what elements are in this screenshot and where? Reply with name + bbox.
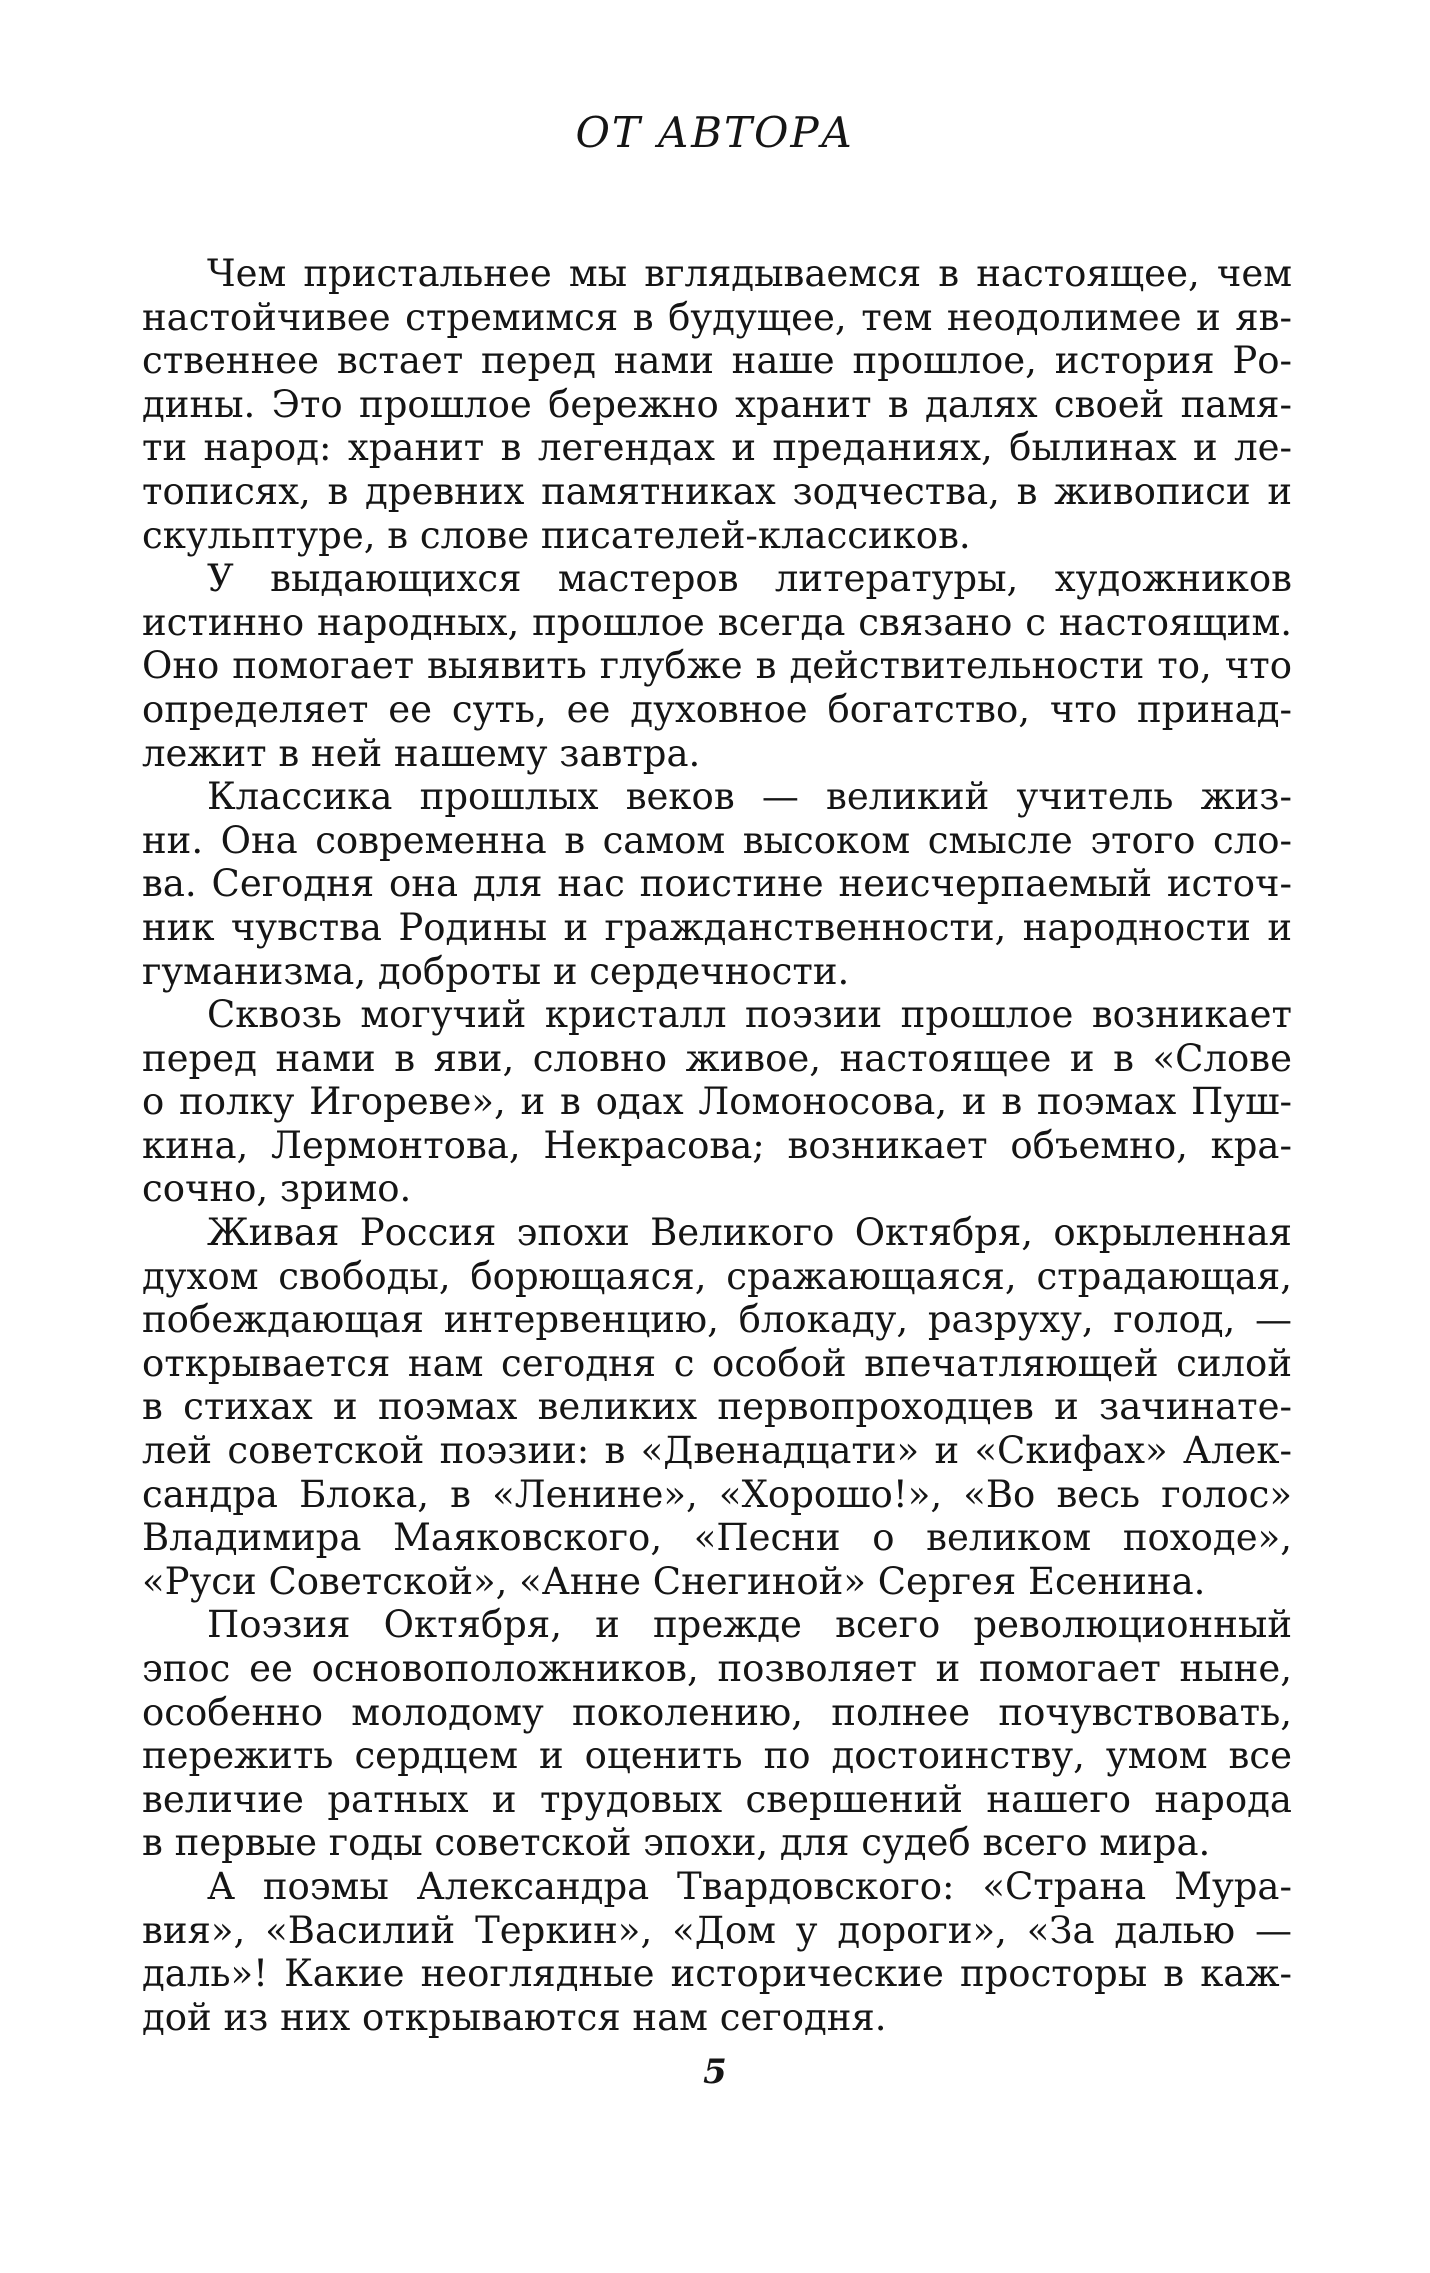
text-line: дины. Это прошлое бережно хранит в далях своей памя- [142, 382, 1292, 426]
text-line: кина, Лермонтова, Некрасова; возникает объемно, кра- [142, 1123, 1292, 1167]
text-line: Классика прошлых веков — великий учитель жиз- [207, 775, 1292, 819]
text-line: побеждающая интервенцию, блокаду, разруху, голод, — [142, 1298, 1292, 1342]
text-line: лежит в ней нашему завтра. [142, 731, 701, 775]
text-line: пережить сердцем и оценить по достоинству, умом все [142, 1734, 1292, 1778]
text-line: А поэмы Александра Твардовского: «Страна Мура- [207, 1864, 1292, 1908]
text-line: ственнее встает перед нами наше прошлое, история Ро- [142, 339, 1292, 383]
body-text [142, 252, 1292, 2039]
paragraph [142, 1603, 1292, 1865]
text-line: ва. Сегодня она для нас поистине неисчерпаемый источ- [142, 862, 1292, 906]
text-line: Поэзия Октября, и прежде всего революционный [207, 1603, 1292, 1647]
text-line: сандра Блока, в «Ленине», «Хорошо!», «Во весь голос» [142, 1472, 1292, 1516]
text-line: истинно народных, прошлое всегда связано с настоящим. [142, 600, 1292, 644]
text-line: ни. Она современна в самом высоком смысле этого сло- [142, 818, 1292, 862]
paragraph [142, 557, 1292, 775]
text-line: гуманизма, доброты и сердечности. [142, 949, 850, 993]
text-line: в стихах и поэмах великих первопроходцев и зачинате- [142, 1385, 1292, 1429]
text-line: вия», «Василий Теркин», «Дом у дороги», «За далью — [142, 1908, 1292, 1952]
paragraph [142, 252, 1292, 557]
paragraph [142, 775, 1292, 993]
text-line: эпос ее основоположников, позволяет и помогает ныне, [142, 1647, 1292, 1690]
text-line: У выдающихся мастеров литературы, художников [207, 557, 1292, 601]
text-line: в первые годы советской эпохи, для судеб всего мира. [142, 1821, 1211, 1865]
text-line: Владимира Маяковского, «Песни о великом походе», [142, 1516, 1292, 1560]
text-line: Живая Россия эпохи Великого Октября, окрыленная [207, 1211, 1292, 1255]
text-line: перед нами в яви, словно живое, настоящее и в «Слове [142, 1036, 1292, 1080]
text-line: тописях, в древних памятниках зодчества, в живописи и [142, 469, 1292, 513]
paragraph [142, 993, 1292, 1211]
text-line: ти народ: хранит в легендах и преданиях, былинах и ле- [142, 426, 1292, 470]
text-line: даль»! Какие неоглядные исторические просторы в каж- [142, 1952, 1292, 1996]
text-line: «Руси Советской», «Анне Снегиной» Сергея Есенина. [142, 1559, 1206, 1603]
text-line: духом свободы, борющаяся, сражающаяся, страдающая, [142, 1254, 1292, 1298]
page-title: ОТ АВТОРА [575, 108, 855, 157]
text-line: определяет ее суть, ее духовное богатство, что принад- [142, 687, 1292, 731]
text-line: открывается нам сегодня с особой впечатляющей силой [142, 1341, 1292, 1385]
text-line: особенно молодому поколению, полнее почувствовать, [142, 1690, 1292, 1734]
paragraph [142, 1211, 1292, 1603]
text-line: Оно помогает выявить глубже в действительности то, что [142, 644, 1292, 688]
page-number: 5 [703, 2052, 727, 2092]
text-line: ник чувства Родины и гражданственности, народности и [142, 905, 1292, 949]
text-line: сочно, зримо. [142, 1167, 412, 1211]
text-line: лей советской поэзии: в «Двенадцати» и «Скифах» Алек- [142, 1429, 1292, 1473]
text-line: величие ратных и трудовых свершений нашего народа [142, 1777, 1292, 1821]
text-line: дой из них открываются нам сегодня. [142, 1995, 887, 2039]
text-line: скульптуре, в слове писателей-классиков. [142, 513, 971, 557]
text-line: о полку Игореве», и в одах Ломоносова, и в поэмах Пуш- [142, 1080, 1292, 1124]
text-line: Сквозь могучий кристалл поэзии прошлое возникает [207, 993, 1292, 1037]
text-line: настойчивее стремимся в будущее, тем неодолимее и яв- [142, 295, 1292, 339]
text-line: Чем пристальнее мы вглядываемся в настоящее, чем [207, 252, 1292, 295]
paragraph [142, 1865, 1292, 2039]
